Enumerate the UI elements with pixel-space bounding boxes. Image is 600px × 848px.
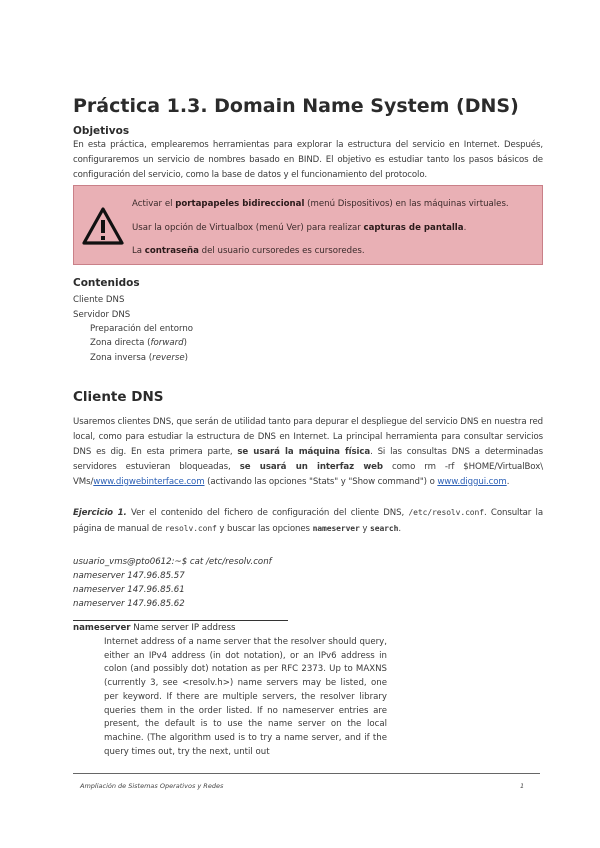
toc-item-cliente-dns[interactable]: Cliente DNS bbox=[73, 295, 125, 305]
toc-item-zona-inversa[interactable]: Zona inversa (reverse) bbox=[90, 353, 189, 363]
warning-line-password: La contraseña del usuario cursoredes es cursoredes. bbox=[132, 246, 365, 256]
warning-box bbox=[73, 185, 543, 265]
section-heading-cliente-dns: Cliente DNS bbox=[73, 389, 164, 405]
footer-page-number: 1 bbox=[520, 782, 525, 790]
warning-line-clipboard: Activar el portapapeles bidireccional (menú Dispositivos) en las máquinas virtuales. bbox=[132, 199, 509, 209]
manpage-description: Internet address of a name server that the resolver should query, either an IPv4 address (in dot notation), or an IPv6 address in colon (and possibly dot) notation as per RFC 2373. Up to MAXNS (currently 3, see <resolv.h>) name servers may be listed, one per keyword. If there are multiple servers, the resolver library queries them in the order listed. If no nameserver entries are present, the default is to use the name server on the local machine. (The algorithm used is to try a name server, and if the query times out, try the next, until out bbox=[104, 637, 387, 757]
code-line-command: usuario_vms@pto0612:~$ cat /etc/resolv.conf bbox=[73, 557, 272, 567]
manpage-divider bbox=[73, 620, 288, 621]
warning-line-screenshots: Usar la opción de Virtualbox (menú Ver) para realizar capturas de pantalla. bbox=[132, 223, 467, 233]
code-line-nameserver-1: nameserver 147.96.85.57 bbox=[73, 571, 185, 581]
toc-item-preparacion[interactable]: Preparación del entorno bbox=[90, 324, 194, 334]
toc-item-zona-directa[interactable]: Zona directa (forward) bbox=[90, 338, 187, 348]
objetivos-heading: Objetivos bbox=[73, 125, 130, 137]
page-title: Práctica 1.3. Domain Name System (DNS) bbox=[73, 95, 519, 117]
manpage-term: nameserver Name server IP address bbox=[73, 623, 236, 633]
contenidos-heading: Contenidos bbox=[73, 277, 140, 289]
toc-item-servidor-dns[interactable]: Servidor DNS bbox=[73, 310, 131, 320]
objetivos-text: En esta práctica, emplearemos herramientas para explorar la estructura del servicio en Internet. Después, configuraremos un servicio de nombres basado en BIND. El objetivo es estudiar tanto los pasos básicos de configuración del servicio, como la base de datos y el funcionamiento del protocolo. bbox=[73, 140, 543, 180]
warning-triangle-icon bbox=[81, 206, 125, 246]
code-line-nameserver-2: nameserver 147.96.85.61 bbox=[73, 585, 185, 595]
footer-course-title: Ampliación de Sistemas Operativos y Redes bbox=[80, 782, 224, 790]
link-digwebinterface[interactable]: www.digwebinterface.com bbox=[93, 477, 205, 487]
code-line-nameserver-3: nameserver 147.96.85.62 bbox=[73, 599, 185, 609]
ejercicio-1: Ejercicio 1. Ver el contenido del fichero de configuración del cliente DNS, /etc/resolv.conf. Consultar la página de manual de resolv.conf y buscar las opciones nameserver y search. bbox=[73, 508, 544, 534]
footer-divider bbox=[73, 773, 540, 774]
link-diggui[interactable]: www.diggui.com bbox=[437, 477, 507, 487]
cliente-paragraph: Usaremos clientes DNS, que serán de utilidad tanto para depurar el despliegue del servicio DNS en nuestra red local, como para estudiar la estructura de DNS en Internet. La principal herramienta para consultar servicios DNS es dig. En esta primera parte, se usará la máquina física. Si las consultas DNS a determinadas servidores estuvieran bloqueadas, se usará un interfaz web como rm -rf $HOME/VirtualBox\ VMs/www.digwebinterface.com (activando las opciones "Stats" y "Show command") o www.diggui.com. bbox=[73, 417, 544, 487]
